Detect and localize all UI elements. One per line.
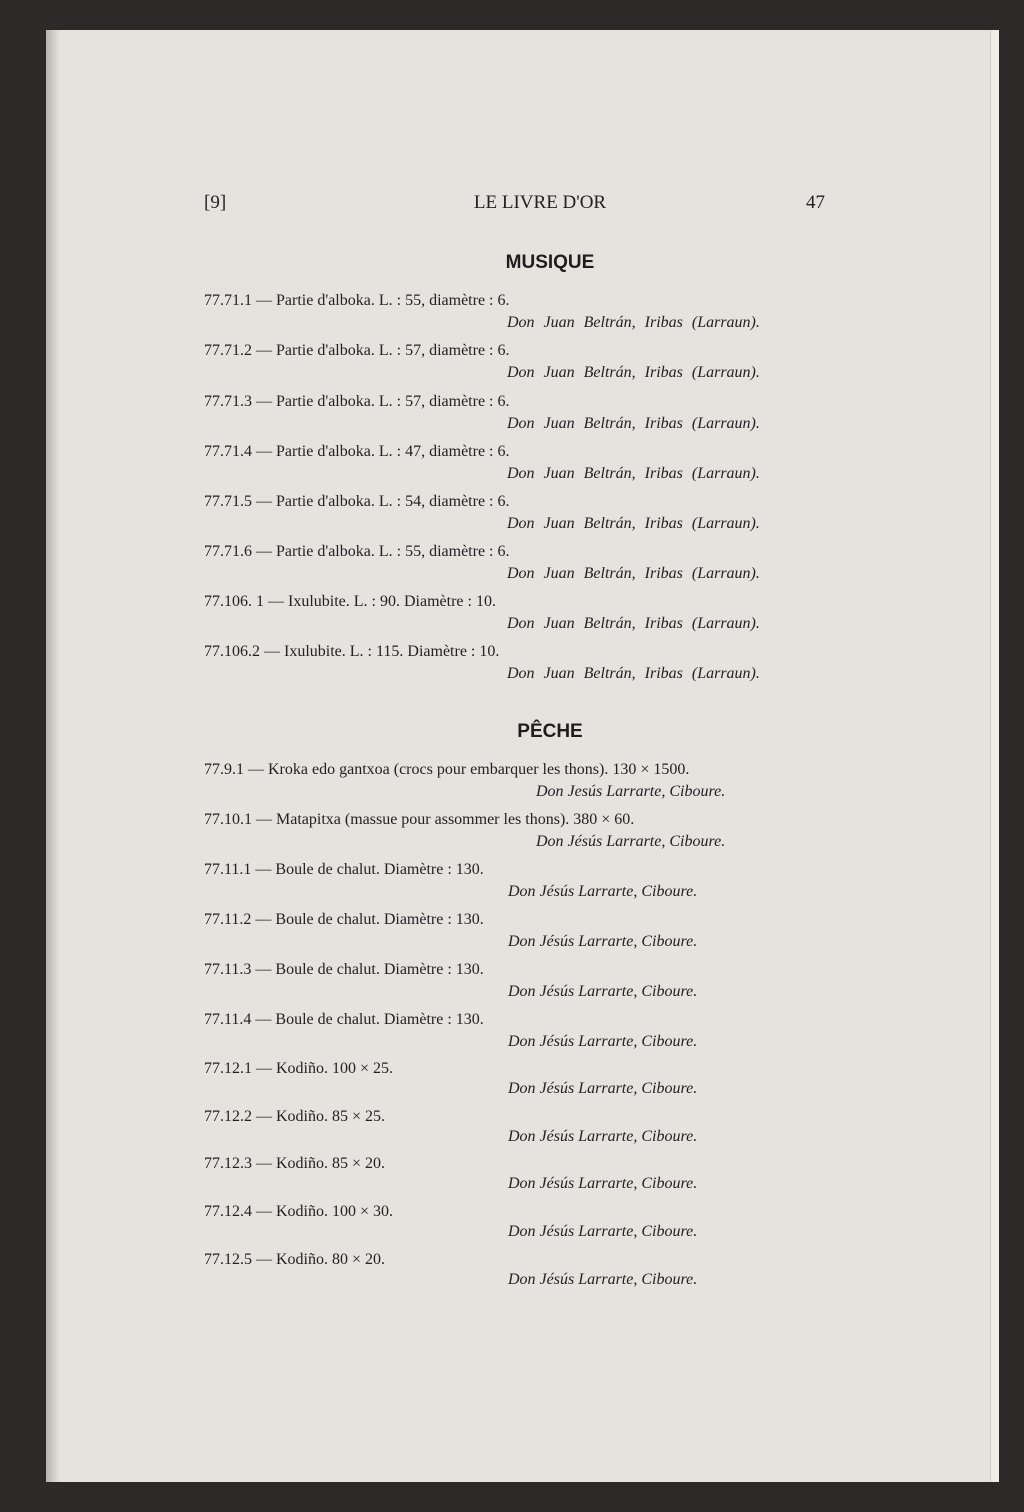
- peche-entry-line: 77.12.4 — Kodiño. 100 × 30.: [204, 1203, 394, 1220]
- peche-entry-donor: Don Jésús Larrarte, Ciboure.: [508, 1080, 698, 1097]
- peche-entry-line: 77.11.4 — Boule de chalut. Diamètre : 130.: [204, 1011, 484, 1028]
- header-title: LE LIVRE D'OR: [473, 192, 607, 213]
- peche-entry-donor: Don Jésús Larrarte, Ciboure.: [508, 883, 698, 900]
- musique-entry-donor: Don Juan Beltrán, Iribas (Larraun).: [507, 515, 760, 532]
- musique-entry-donor: Don Juan Beltrán, Iribas (Larraun).: [507, 415, 760, 432]
- musique-entry-donor: Don Juan Beltrán, Iribas (Larraun).: [507, 615, 760, 632]
- section-title-peche: PÊCHE: [517, 721, 583, 742]
- peche-entry-donor: Don Jésús Larrarte, Ciboure.: [508, 1223, 698, 1240]
- peche-entry-donor: Don Jésús Larrarte, Ciboure.: [508, 933, 698, 950]
- musique-entry-line: 77.71.3 — Partie d'alboka. L. : 57, diamètre : 6.: [204, 393, 510, 410]
- peche-entry-donor: Don Jésús Larrarte, Ciboure.: [508, 1175, 698, 1192]
- peche-entry-line: 77.12.1 — Kodiño. 100 × 25.: [204, 1060, 394, 1077]
- musique-entry-donor: Don Juan Beltrán, Iribas (Larraun).: [507, 364, 760, 381]
- peche-entry-donor: Don Jesús Larrarte, Ciboure.: [536, 783, 726, 800]
- musique-entry-line: 77.71.1 — Partie d'alboka. L. : 55, diamètre : 6.: [204, 292, 510, 309]
- page-gutter-shadow: [46, 30, 60, 1482]
- musique-entry-line: 77.71.2 — Partie d'alboka. L. : 57, diamètre : 6.: [204, 342, 510, 359]
- musique-entry-donor: Don Juan Beltrán, Iribas (Larraun).: [507, 465, 760, 482]
- peche-entry-line: 77.12.5 — Kodiño. 80 × 20.: [204, 1251, 386, 1268]
- musique-entry-donor: Don Juan Beltrán, Iribas (Larraun).: [507, 565, 760, 582]
- header-page-ref: [9]: [204, 192, 227, 213]
- peche-entry-line: 77.11.3 — Boule de chalut. Diamètre : 130.: [204, 961, 484, 978]
- musique-entry-line: 77.71.6 — Partie d'alboka. L. : 55, diamètre : 6.: [204, 543, 510, 560]
- peche-entry-donor: Don Jésús Larrarte, Ciboure.: [508, 1271, 698, 1288]
- peche-entry-line: 77.12.3 — Kodiño. 85 × 20.: [204, 1155, 386, 1172]
- musique-entry-line: 77.71.5 — Partie d'alboka. L. : 54, diamètre : 6.: [204, 493, 510, 510]
- section-title-musique: MUSIQUE: [505, 252, 595, 273]
- header-page-number: 47: [806, 192, 825, 213]
- page-edge: [990, 30, 999, 1482]
- musique-entry-donor: Don Juan Beltrán, Iribas (Larraun).: [507, 314, 760, 331]
- peche-entry-donor: Don Jésús Larrarte, Ciboure.: [508, 1128, 698, 1145]
- peche-entry-donor: Don Jésús Larrarte, Ciboure.: [508, 983, 698, 1000]
- peche-entry-donor: Don Jésús Larrarte, Ciboure.: [508, 1033, 698, 1050]
- peche-entry-donor: Don Jésús Larrarte, Ciboure.: [536, 833, 726, 850]
- peche-entry-line: 77.9.1 — Kroka edo gantxoa (crocs pour embarquer les thons). 130 × 1500.: [204, 761, 690, 778]
- peche-entry-line: 77.12.2 — Kodiño. 85 × 25.: [204, 1108, 386, 1125]
- peche-entry-line: 77.11.1 — Boule de chalut. Diamètre : 130.: [204, 861, 484, 878]
- peche-entry-line: 77.11.2 — Boule de chalut. Diamètre : 130.: [204, 911, 484, 928]
- page: [46, 30, 990, 1482]
- musique-entry-line: 77.106. 1 — Ixulubite. L. : 90. Diamètre : 10.: [204, 593, 496, 610]
- musique-entry-line: 77.71.4 — Partie d'alboka. L. : 47, diamètre : 6.: [204, 443, 510, 460]
- peche-entry-line: 77.10.1 — Matapitxa (massue pour assommer les thons). 380 × 60.: [204, 811, 635, 828]
- musique-entry-line: 77.106.2 — Ixulubite. L. : 115. Diamètre : 10.: [204, 643, 500, 660]
- musique-entry-donor: Don Juan Beltrán, Iribas (Larraun).: [507, 665, 760, 682]
